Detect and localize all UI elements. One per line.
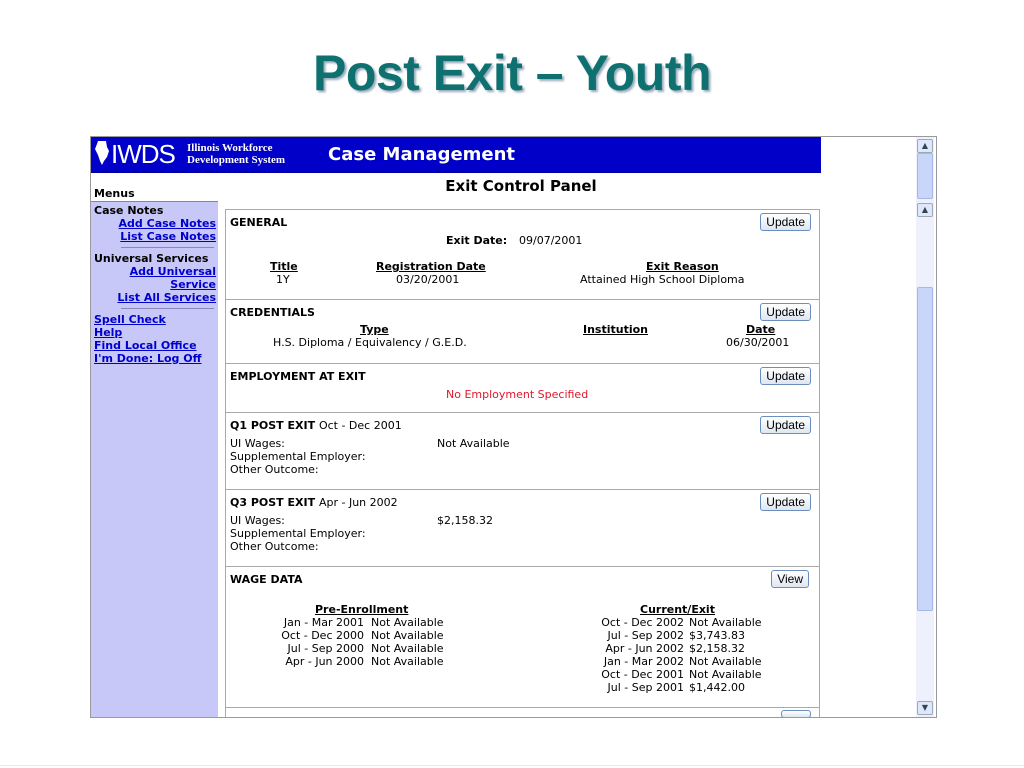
col-registration-date: Registration Date xyxy=(376,260,486,273)
pre-enrollment-header: Pre-Enrollment xyxy=(315,603,409,616)
q3-update-button[interactable]: Update xyxy=(760,493,811,511)
section-title: Q3 POST EXIT Apr - Jun 2002 xyxy=(230,496,398,509)
supplemental-employer-label: Supplemental Employer: xyxy=(230,450,366,463)
current-value: Not Available xyxy=(689,668,762,681)
scroll-up-icon[interactable]: ▲ xyxy=(917,203,933,217)
exit-reason-value: Attained High School Diploma xyxy=(580,273,745,286)
sidebar-link-list-case-notes[interactable]: List Case Notes xyxy=(120,230,216,243)
employment-update-button[interactable]: Update xyxy=(760,367,811,385)
scroll-up-icon[interactable]: ▲ xyxy=(917,139,933,153)
current-exit-header: Current/Exit xyxy=(640,603,715,616)
ui-wages-label: UI Wages: xyxy=(230,437,285,450)
pre-value: Not Available xyxy=(371,642,444,655)
app-banner xyxy=(91,137,821,173)
q3-post-exit-section xyxy=(225,489,820,568)
app-title: Case Management xyxy=(328,144,516,165)
content-area xyxy=(219,201,921,717)
illinois-state-icon xyxy=(95,141,109,165)
section-title: WAGE DATA xyxy=(230,573,303,586)
current-value: $1,442.00 xyxy=(689,681,745,694)
ui-wages-label: UI Wages: xyxy=(230,514,285,527)
employment-section xyxy=(225,363,820,414)
current-period: Oct - Dec 2001 xyxy=(601,668,684,681)
no-employment-message: No Employment Specified xyxy=(446,388,589,401)
next-section-button[interactable] xyxy=(781,710,811,717)
current-value: Not Available xyxy=(689,616,762,629)
slide-title: Post Exit – Youth xyxy=(312,45,712,101)
sidebar-link-help[interactable]: Help xyxy=(94,326,123,339)
col-date: Date xyxy=(746,323,776,336)
q1-post-exit-section xyxy=(225,412,820,491)
registration-date-value: 03/20/2001 xyxy=(396,273,460,286)
col-institution: Institution xyxy=(583,323,649,336)
credential-date-value: 06/30/2001 xyxy=(726,336,790,349)
inner-scroll-thumb[interactable] xyxy=(917,287,933,611)
current-period: Oct - Dec 2002 xyxy=(601,616,684,629)
sidebar-link-spell-check[interactable]: Spell Check xyxy=(94,313,166,326)
pre-value: Not Available xyxy=(371,655,444,668)
exit-date-value: 09/07/2001 xyxy=(519,234,583,247)
iwds-logo: IWDS xyxy=(111,139,175,169)
sidebar-link-log-off[interactable]: I'm Done: Log Off xyxy=(94,352,202,365)
sidebar-link-add-universal-service[interactable]: Add Universal Service xyxy=(129,265,216,291)
credential-type-value: H.S. Diploma / Equivalency / G.E.D. xyxy=(273,336,467,349)
slide-footer-line xyxy=(0,765,1024,766)
pre-period: Oct - Dec 2000 xyxy=(281,629,364,642)
pre-period: Jul - Sep 2000 xyxy=(287,642,364,655)
credentials-section xyxy=(225,299,820,365)
org-name: Illinois Workforce Development System xyxy=(187,142,286,166)
other-outcome-label: Other Outcome: xyxy=(230,463,319,476)
col-title: Title xyxy=(270,260,298,273)
supplemental-employer-label: Supplemental Employer: xyxy=(230,527,366,540)
inner-scrollbar[interactable] xyxy=(916,201,934,717)
col-exit-reason: Exit Reason xyxy=(646,260,719,273)
general-update-button[interactable]: Update xyxy=(760,213,811,231)
current-period: Apr - Jun 2002 xyxy=(605,642,684,655)
section-title: Q1 POST EXIT Oct - Dec 2001 xyxy=(230,419,402,432)
sidebar-menu xyxy=(91,201,218,718)
current-period: Jul - Sep 2002 xyxy=(607,629,684,642)
general-section xyxy=(225,209,820,301)
wage-data-view-button[interactable]: View xyxy=(771,570,809,588)
sidebar-heading-case-notes: Case Notes xyxy=(94,204,164,217)
sidebar-divider xyxy=(121,308,214,309)
wage-data-section xyxy=(225,566,820,708)
ui-wages-value: $2,158.32 xyxy=(437,514,493,527)
section-title: EMPLOYMENT AT EXIT xyxy=(230,370,366,383)
current-value: $2,158.32 xyxy=(689,642,745,655)
sidebar-link-list-all-services[interactable]: List All Services xyxy=(117,291,216,304)
other-outcome-label: Other Outcome: xyxy=(230,540,319,553)
scroll-down-icon[interactable]: ▼ xyxy=(917,701,933,715)
q1-update-button[interactable]: Update xyxy=(760,416,811,434)
title-value: 1Y xyxy=(276,273,290,286)
pre-period: Jan - Mar 2001 xyxy=(283,616,364,629)
outer-scrollbar[interactable] xyxy=(916,137,934,201)
current-period: Jan - Mar 2002 xyxy=(603,655,684,668)
sidebar-link-find-local-office[interactable]: Find Local Office xyxy=(94,339,197,352)
sidebar-heading-universal-services: Universal Services xyxy=(94,252,209,265)
current-period: Jul - Sep 2001 xyxy=(607,681,684,694)
browser-screenshot xyxy=(90,136,937,718)
ui-wages-value: Not Available xyxy=(437,437,510,450)
menus-label: Menus xyxy=(94,187,135,200)
col-type: Type xyxy=(360,323,389,336)
current-value: Not Available xyxy=(689,655,762,668)
credentials-update-button[interactable]: Update xyxy=(760,303,811,321)
current-value: $3,743.83 xyxy=(689,629,745,642)
pre-value: Not Available xyxy=(371,616,444,629)
pre-period: Apr - Jun 2000 xyxy=(285,655,364,668)
next-section-partial xyxy=(225,707,820,717)
panel-title: Exit Control Panel xyxy=(445,177,597,195)
section-title: GENERAL xyxy=(230,216,288,229)
sidebar-link-add-case-notes[interactable]: Add Case Notes xyxy=(118,217,216,230)
exit-date-label: Exit Date: xyxy=(446,234,508,247)
sidebar-divider xyxy=(121,247,214,248)
pre-value: Not Available xyxy=(371,629,444,642)
outer-scroll-thumb[interactable] xyxy=(917,153,933,199)
section-title: CREDENTIALS xyxy=(230,306,315,319)
